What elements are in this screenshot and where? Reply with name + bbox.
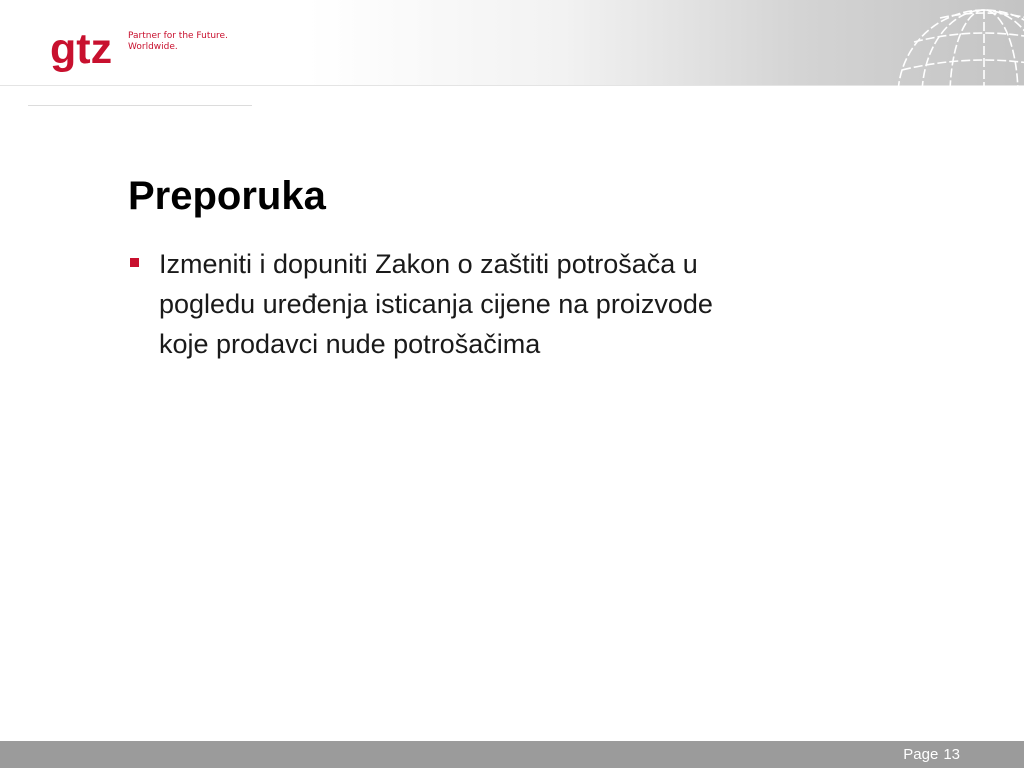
bullet-text-line-2: pogledu uređenja isticanja cijene na proizvode bbox=[159, 289, 713, 319]
logo-tagline-line-2: Worldwide. bbox=[128, 42, 178, 52]
slide-title: Preporuka bbox=[128, 174, 326, 218]
page-number bbox=[903, 745, 960, 764]
logo-wordmark: gtz bbox=[50, 25, 113, 73]
header-divider bbox=[0, 85, 1024, 86]
bullet-text-line-3: koje prodavci nude potrošačima bbox=[159, 329, 541, 359]
globe-icon bbox=[896, 0, 1024, 86]
bullet-text-line-1: Izmeniti i dopuniti Zakon o zaštiti potrošača u bbox=[159, 249, 698, 279]
page-label: Page bbox=[903, 746, 939, 763]
logo-tagline bbox=[128, 31, 228, 53]
gtz-logo bbox=[50, 27, 250, 79]
page-number-value: 13 bbox=[943, 746, 960, 763]
footer-band bbox=[0, 741, 1024, 768]
logo-tagline-line-1: Partner for the Future. bbox=[128, 31, 228, 41]
bullet-list bbox=[128, 244, 888, 364]
title-rule bbox=[28, 105, 252, 106]
bullet-item bbox=[128, 244, 888, 364]
bullet-square-icon bbox=[130, 258, 139, 267]
